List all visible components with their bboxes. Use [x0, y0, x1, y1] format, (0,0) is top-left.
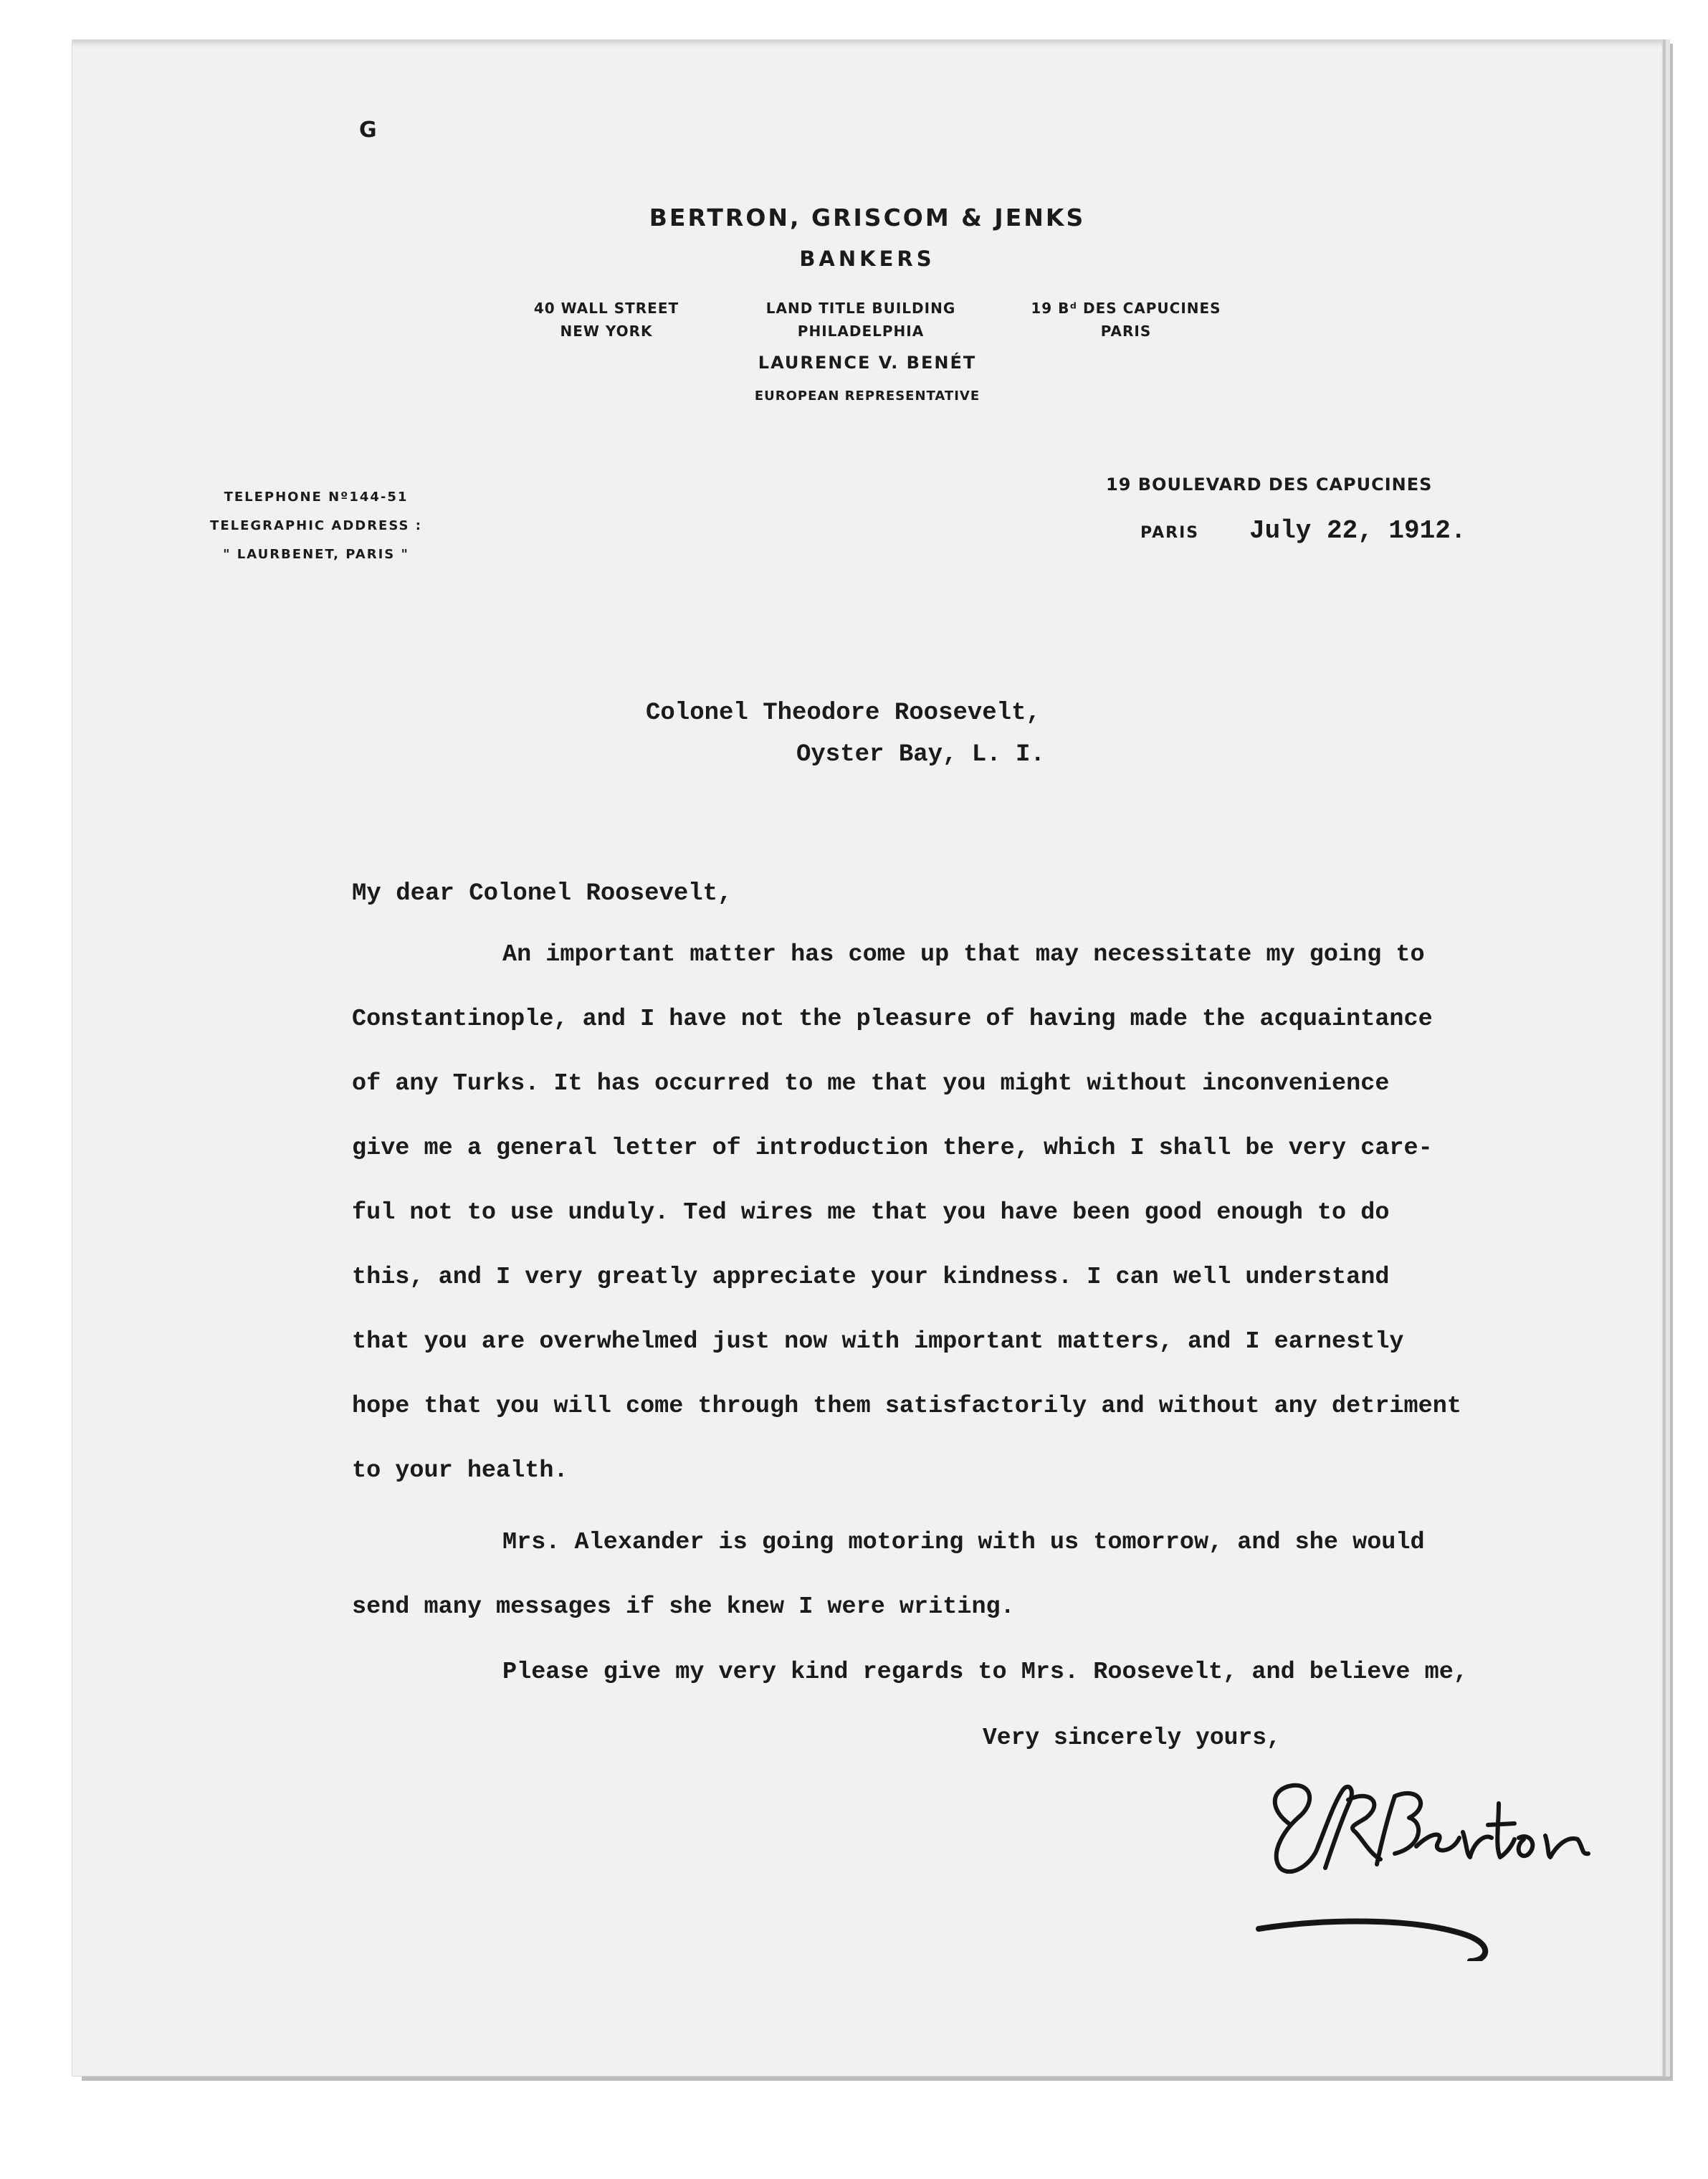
office-new-york: [485, 297, 728, 343]
body-line: send many messages if she knew I were writing.: [352, 1593, 1015, 1621]
office-philadelphia: [739, 297, 983, 343]
body-line: this, and I very greatly appreciate your kindness. I can well understand: [352, 1264, 1390, 1291]
body-line: An important matter has come up that may necessitate my going to: [502, 941, 1425, 968]
letterhead-contact: [180, 483, 452, 569]
closing: Very sincerely yours,: [983, 1725, 1281, 1751]
letterhead-city: PARIS: [1140, 524, 1200, 542]
telegraphic-address: " LAURBENET, PARIS ": [223, 547, 409, 562]
office-line: LAND TITLE BUILDING: [765, 300, 956, 317]
body-line: of any Turks. It has occurred to me that you might without inconvenience: [352, 1070, 1390, 1097]
recipient-name: Colonel Theodore Roosevelt,: [646, 700, 1041, 727]
letterhead-representative: LAURENCE V. BENÉT: [758, 353, 977, 373]
letterhead-firm-name: BERTRON, GRISCOM & JENKS: [649, 204, 1086, 232]
office-line: 40 WALL STREET: [533, 300, 679, 317]
body-line: Please give my very kind regards to Mrs. Roosevelt, and believe me,: [502, 1659, 1468, 1686]
body-line: to your health.: [352, 1457, 568, 1484]
body-line: give me a general letter of introduction there, which I shall be very care-: [352, 1135, 1433, 1162]
telegraphic-label: TELEGRAPHIC ADDRESS :: [210, 518, 422, 533]
office-city: PHILADELPHIA: [797, 323, 925, 340]
office-city: PARIS: [1100, 323, 1152, 340]
letterhead-street-address: 19 BOULEVARD DES CAPUCINES: [1106, 475, 1433, 495]
handwritten-signature: [1248, 1746, 1649, 1961]
letterhead-subtitle: BANKERS: [799, 247, 935, 271]
body-line: Constantinople, and I have not the pleasure of having made the acquaintance: [352, 1006, 1433, 1033]
office-line: 19 Bᵈ DES CAPUCINES: [1031, 300, 1221, 317]
letter-page: [72, 39, 1663, 2077]
office-city: NEW YORK: [560, 323, 653, 340]
salutation: My dear Colonel Roosevelt,: [352, 880, 733, 907]
letter-date: July 22, 1912.: [1249, 516, 1466, 545]
body-line: ful not to use unduly. Ted wires me that you have been good enough to do: [352, 1199, 1390, 1226]
recipient-address: Oyster Bay, L. I.: [796, 741, 1045, 768]
telephone-number: TELEPHONE Nº144-51: [224, 490, 409, 505]
body-line: Mrs. Alexander is going motoring with us tomorrow, and she would: [502, 1529, 1425, 1556]
page-number: G: [359, 118, 377, 143]
letterhead-role: EUROPEAN REPRESENTATIVE: [754, 388, 981, 404]
body-line: hope that you will come through them satisfactorily and without any detriment: [352, 1393, 1461, 1420]
body-line: that you are overwhelmed just now with important matters, and I earnestly: [352, 1328, 1404, 1355]
office-paris: [1004, 297, 1248, 343]
